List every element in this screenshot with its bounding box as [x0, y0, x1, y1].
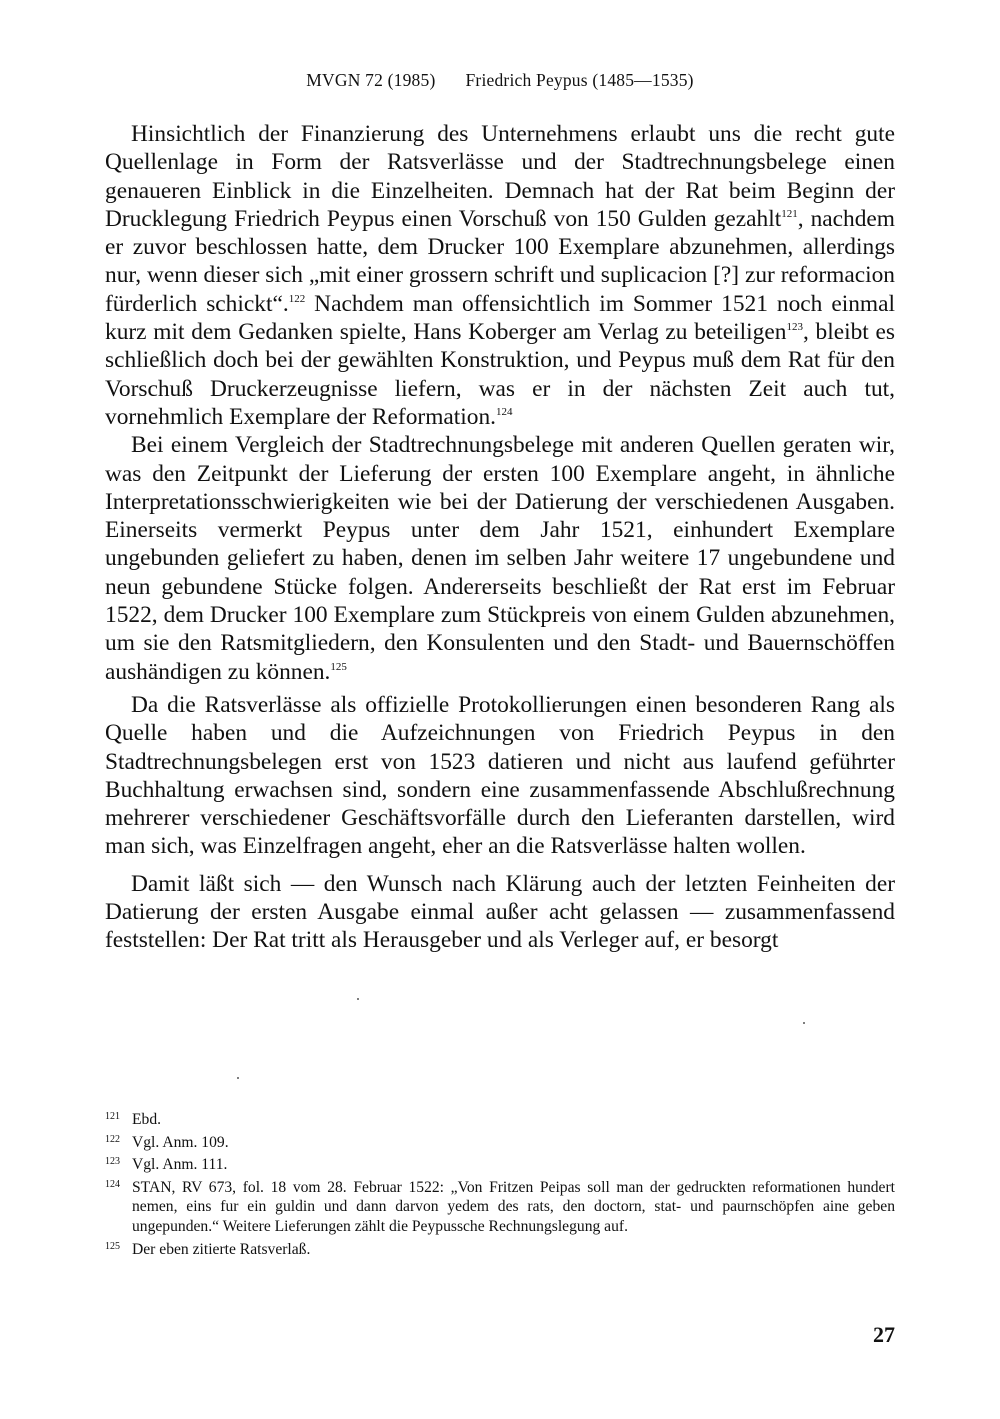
body-paragraph [105, 120, 895, 431]
scan-speck [237, 1077, 239, 1079]
footnotes [105, 1110, 895, 1262]
paragraph-text: Hinsichtlich der Finanzierung des Unternehmens erlaubt uns die recht gute Quellenlage in Form der Ratsverlässe und der Stadtrechnungsbelege einen genaueren Einblick in die Einzelheiten. Demnach hat der Rat beim Beginn der Drucklegung Friedrich Peypus einen Vorschuß von 150 Gulden gezahlt [105, 121, 895, 232]
footnote-text: STAN, RV 673, fol. 18 vom 28. Februar 1522: „Von Fritzen Peipas soll man der gedruckten reformationen hundert nemen, eins fur ein guldin und dann darvon yedem des rats, den doctorn, stat- und paurnschöpfen aine geben ungepunden.“ Weitere Lieferungen zählt die Peypussche Rechnungslegung auf. [132, 1178, 895, 1235]
page-number: 27 [873, 1322, 895, 1347]
footnote-reference[interactable]: 124 [496, 406, 513, 419]
running-head [0, 70, 1000, 91]
footnote-number: 121 [105, 1111, 120, 1122]
footnote-number: 125 [105, 1240, 120, 1252]
footnote-reference[interactable]: 121 [781, 208, 798, 221]
footnote [105, 1240, 895, 1260]
body-paragraph [105, 691, 895, 861]
paragraph-text: Nachdem man offensichtlich im Sommer 1521 noch einmal kurz mit dem Gedanken spielte, Hans Koberger am Verlag zu beteiligen [105, 290, 895, 346]
footnote-reference[interactable]: 125 [330, 660, 347, 673]
footnote [105, 1155, 895, 1175]
footnote-reference[interactable]: 122 [288, 292, 306, 305]
paragraph-text: Da die Ratsverlässe als offizielle Protokollierungen einen besonderen Rang als Quelle haben und die Aufzeichnungen von Friedrich Peypus in den Stadtrechnungsbelegen erst von 1523 datieren und nicht aus laufend geführter Buchhaltung erwachsen sind, sondern eine zusammenfassende Abschlußrechnung mehrerer verschiedener Geschäftsvorfälle durch den Lieferanten darstellen, wird man sich, was Einzelfragen angeht, eher an die Ratsverlässe halten wollen. [105, 691, 895, 860]
footnote-text: Ebd. [132, 1111, 162, 1128]
journal-reference: MVGN 72 (1985) [306, 70, 436, 90]
footnote [105, 1178, 895, 1237]
footnote-text: Vgl. Anm. 109. [132, 1133, 229, 1151]
article-title: Friedrich Peypus (1485—1535) [465, 70, 694, 90]
paragraph-text: , nachdem er zuvor beschlossen hatte, dem Drucker 100 Exemplare abzunehmen, allerdings nur, wenn dieser sich „mit einer grossern schrift und suplicacion [?] zur reformacion fürderlich schickt“. [105, 205, 895, 317]
footnote-text: Vgl. Anm. 111. [132, 1156, 228, 1174]
paragraph-text: , bleibt es schließlich doch bei der gewählten Konstruktion, und Peypus muß dem Rat für den Vorschuß Druckerzeugnisse liefern, was er in der nächsten Zeit auch tut, vornehmlich Exemplare der Reformation. [105, 319, 895, 430]
footnote-text: Der eben zitierte Ratsverlaß. [132, 1240, 311, 1258]
body-text [105, 120, 895, 955]
scan-speck [357, 998, 359, 1000]
body-paragraph [105, 870, 895, 955]
footnote-number: 122 [105, 1133, 120, 1145]
paragraph-text: Damit läßt sich — den Wunsch nach Klärung auch der letzten Feinheiten der Datierung der ersten Ausgabe einmal außer acht gelassen — zusammenfassend feststellen: Der Rat tritt als Herausgeber und als Verleger auf, er besorgt [105, 870, 895, 954]
footnote [105, 1133, 895, 1153]
footnote-number: 123 [105, 1156, 120, 1168]
footnote [105, 1110, 895, 1130]
footnote-reference[interactable]: 123 [786, 321, 803, 334]
body-paragraph [105, 431, 895, 686]
paragraph-text: Bei einem Vergleich der Stadtrechnungsbelege mit anderen Quellen geraten wir, was den Zeitpunkt der Lieferung der ersten 100 Exemplare angeht, in ähnliche Interpretationsschwierigkeiten wie bei der Datierung der verschiedenen Ausgaben. Einerseits vermerkt Peypus unter dem Jahr 1521, einhundert Exemplare ungebunden geliefert zu haben, denen im selben Jahr weitere 17 ungebundene und neun gebundene Stücke folgen. Andererseits beschließt der Rat erst im Februar 1522, dem Drucker 100 Exemplare zum Stückpreis von einem Gulden abzunehmen, um sie den Ratsmitgliedern, den Konsulenten und den Stadt- und Bauernschöffen aushändigen zu können. [105, 432, 895, 685]
scan-speck [803, 1022, 805, 1024]
footnote-number: 124 [105, 1178, 120, 1190]
